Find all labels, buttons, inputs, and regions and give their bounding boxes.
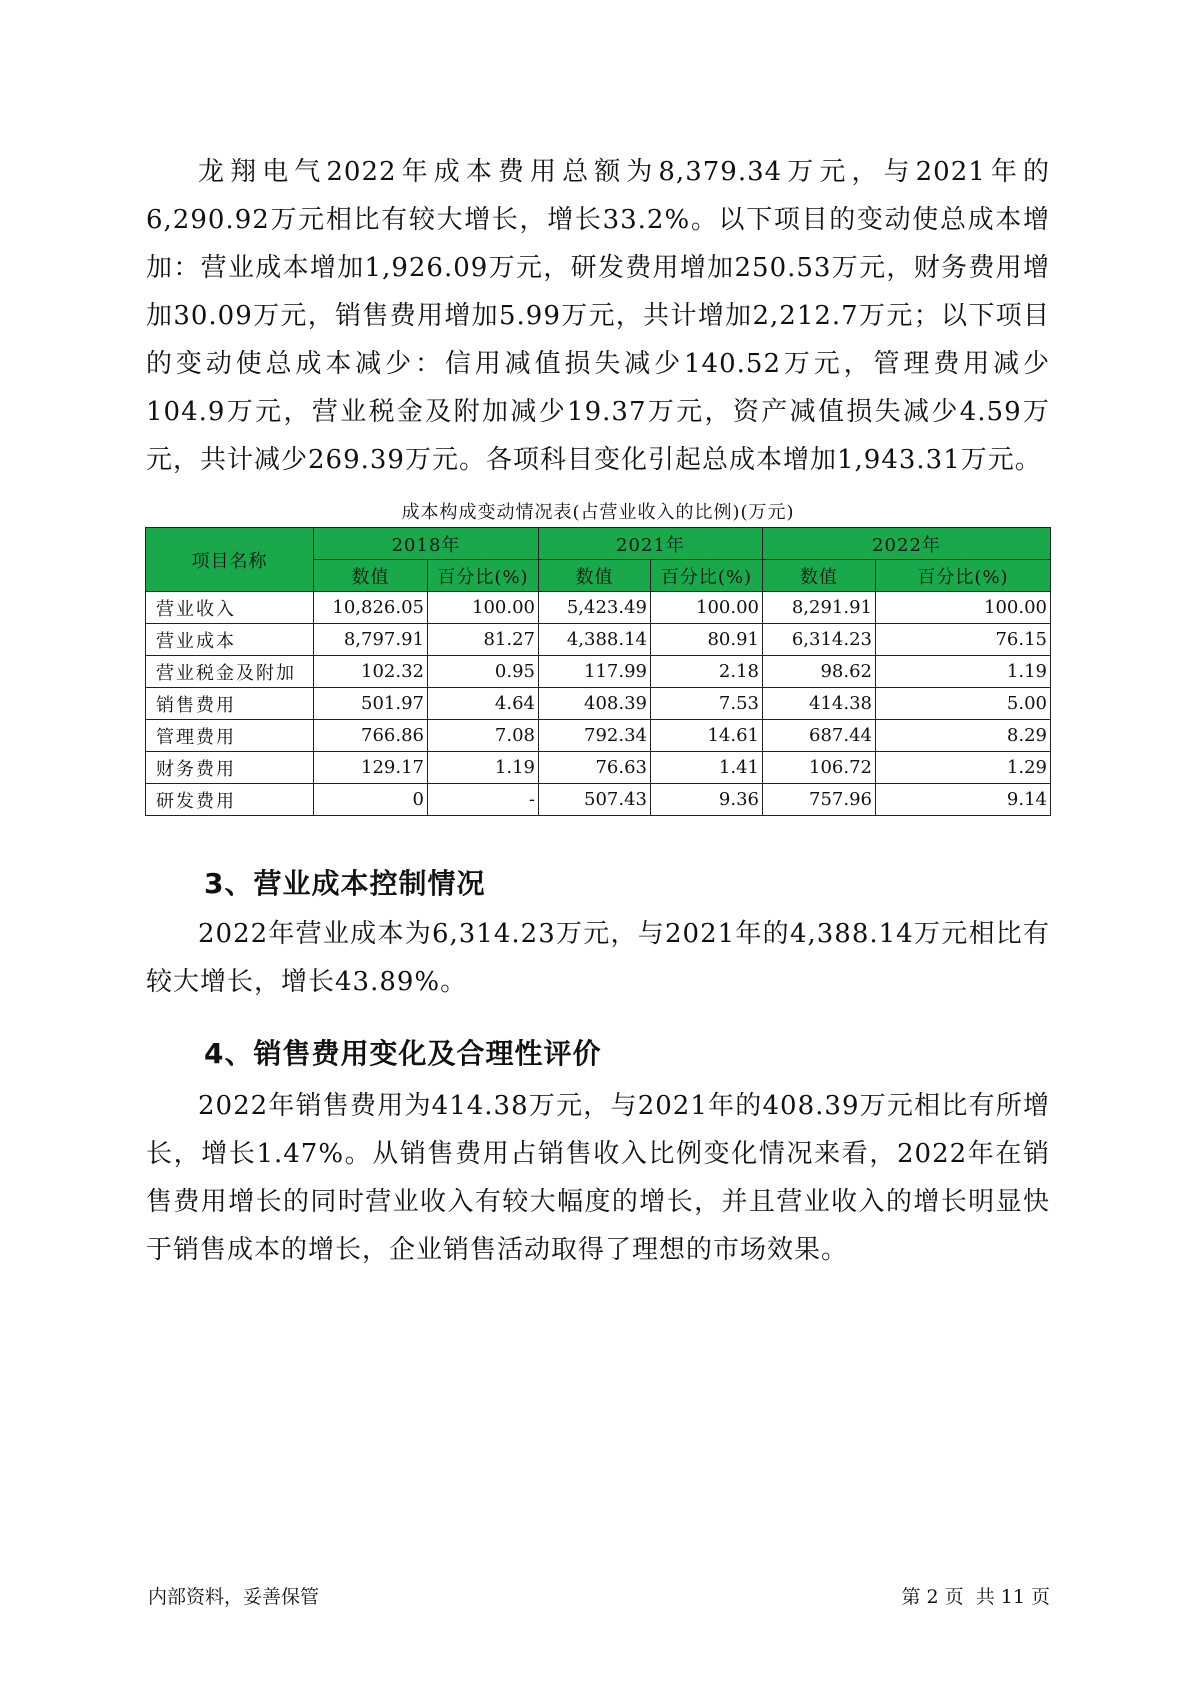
header-year-2018: 2018年 (314, 528, 539, 560)
row-label: 管理费用 (146, 720, 314, 752)
percent-cell: 100.00 (651, 592, 763, 624)
table-row (146, 624, 1051, 656)
percent-cell: - (428, 784, 539, 816)
value-cell: 687.44 (763, 720, 876, 752)
value-cell: 414.38 (763, 688, 876, 720)
percent-cell: 8.29 (876, 720, 1051, 752)
row-label: 研发费用 (146, 784, 314, 816)
header-year-2021: 2021年 (539, 528, 763, 560)
value-cell: 757.96 (763, 784, 876, 816)
percent-cell: 9.14 (876, 784, 1051, 816)
value-cell: 129.17 (314, 752, 428, 784)
row-label: 财务费用 (146, 752, 314, 784)
value-cell: 501.97 (314, 688, 428, 720)
table-row (146, 656, 1051, 688)
percent-cell: 5.00 (876, 688, 1051, 720)
value-cell: 10,826.05 (314, 592, 428, 624)
footer-confidential-note: 内部资料，妥善保管 (148, 1586, 320, 1608)
table-header-row-years (146, 528, 1051, 560)
header-value: 数值 (314, 560, 428, 592)
percent-cell: 7.53 (651, 688, 763, 720)
table-row (146, 592, 1051, 624)
percent-cell: 14.61 (651, 720, 763, 752)
table-row (146, 752, 1051, 784)
value-cell: 792.34 (539, 720, 651, 752)
value-cell: 5,423.49 (539, 592, 651, 624)
percent-cell: 100.00 (428, 592, 539, 624)
header-value: 数值 (539, 560, 651, 592)
row-label: 营业收入 (146, 592, 314, 624)
row-label: 销售费用 (146, 688, 314, 720)
cost-control-paragraph: 2022年营业成本为6,314.23万元，与2021年的4,388.14万元相比有较大增长，增长43.89%。 (146, 919, 1050, 997)
table-body (146, 592, 1051, 816)
sales-expense-paragraph: 2022年销售费用为414.38万元，与2021年的408.39万元相比有所增长，增长1.47%。从销售费用占销售收入比例变化情况来看，2022年在销售费用增长的同时营业收入有较大幅度的增长，并且营业收入的增长明显快于销售成本的增长，企业销售活动取得了理想的市场效果。 (146, 1091, 1050, 1265)
table-row (146, 720, 1051, 752)
value-cell: 766.86 (314, 720, 428, 752)
header-year-2022: 2022年 (763, 528, 1051, 560)
intro-paragraph: 龙翔电气2022年成本费用总额为8,379.34万元，与2021年的6,290.92万元相比有较大增长，增长33.2%。以下项目的变动使总成本增加：营业成本增加1,926.09万元，研发费用增加250.53万元，财务费用增加30.09万元，销售费用增加5.99万元，共计增加2,212.7万元；以下项目的变动使总成本减少：信用减值损失减少140.52万元，管理费用减少104.9万元，营业税金及附加减少19.37万元，资产减值损失减少4.59万元，共计减少269.39万元。各项科目变化引起总成本增加1,943.31万元。 (146, 157, 1050, 475)
row-label: 营业税金及附加 (146, 656, 314, 688)
percent-cell: 1.19 (428, 752, 539, 784)
percent-cell: 1.19 (876, 656, 1051, 688)
section-heading-cost-control: 3、营业成本控制情况 (204, 867, 486, 900)
header-percent: 百分比(%) (428, 560, 539, 592)
value-cell: 4,388.14 (539, 624, 651, 656)
value-cell: 102.32 (314, 656, 428, 688)
percent-cell: 0.95 (428, 656, 539, 688)
value-cell: 117.99 (539, 656, 651, 688)
value-cell: 76.63 (539, 752, 651, 784)
header-value: 数值 (763, 560, 876, 592)
percent-cell: 9.36 (651, 784, 763, 816)
header-item-name: 项目名称 (146, 528, 314, 592)
header-percent: 百分比(%) (876, 560, 1051, 592)
value-cell: 98.62 (763, 656, 876, 688)
table-row (146, 688, 1051, 720)
value-cell: 8,797.91 (314, 624, 428, 656)
percent-cell: 7.08 (428, 720, 539, 752)
footer-page-number: 第 2 页 共 11 页 (901, 1586, 1050, 1608)
value-cell: 6,314.23 (763, 624, 876, 656)
percent-cell: 1.41 (651, 752, 763, 784)
percent-cell: 4.64 (428, 688, 539, 720)
value-cell: 8,291.91 (763, 592, 876, 624)
percent-cell: 76.15 (876, 624, 1051, 656)
percent-cell: 80.91 (651, 624, 763, 656)
percent-cell: 1.29 (876, 752, 1051, 784)
value-cell: 408.39 (539, 688, 651, 720)
value-cell: 507.43 (539, 784, 651, 816)
section-heading-sales-expense: 4、销售费用变化及合理性评价 (204, 1037, 602, 1070)
value-cell: 0 (314, 784, 428, 816)
percent-cell: 81.27 (428, 624, 539, 656)
table-row (146, 784, 1051, 816)
table-caption: 成本构成变动情况表(占营业收入的比例)(万元) (401, 502, 795, 523)
header-percent: 百分比(%) (651, 560, 763, 592)
row-label: 营业成本 (146, 624, 314, 656)
percent-cell: 2.18 (651, 656, 763, 688)
value-cell: 106.72 (763, 752, 876, 784)
percent-cell: 100.00 (876, 592, 1051, 624)
cost-structure-table (145, 527, 1051, 816)
